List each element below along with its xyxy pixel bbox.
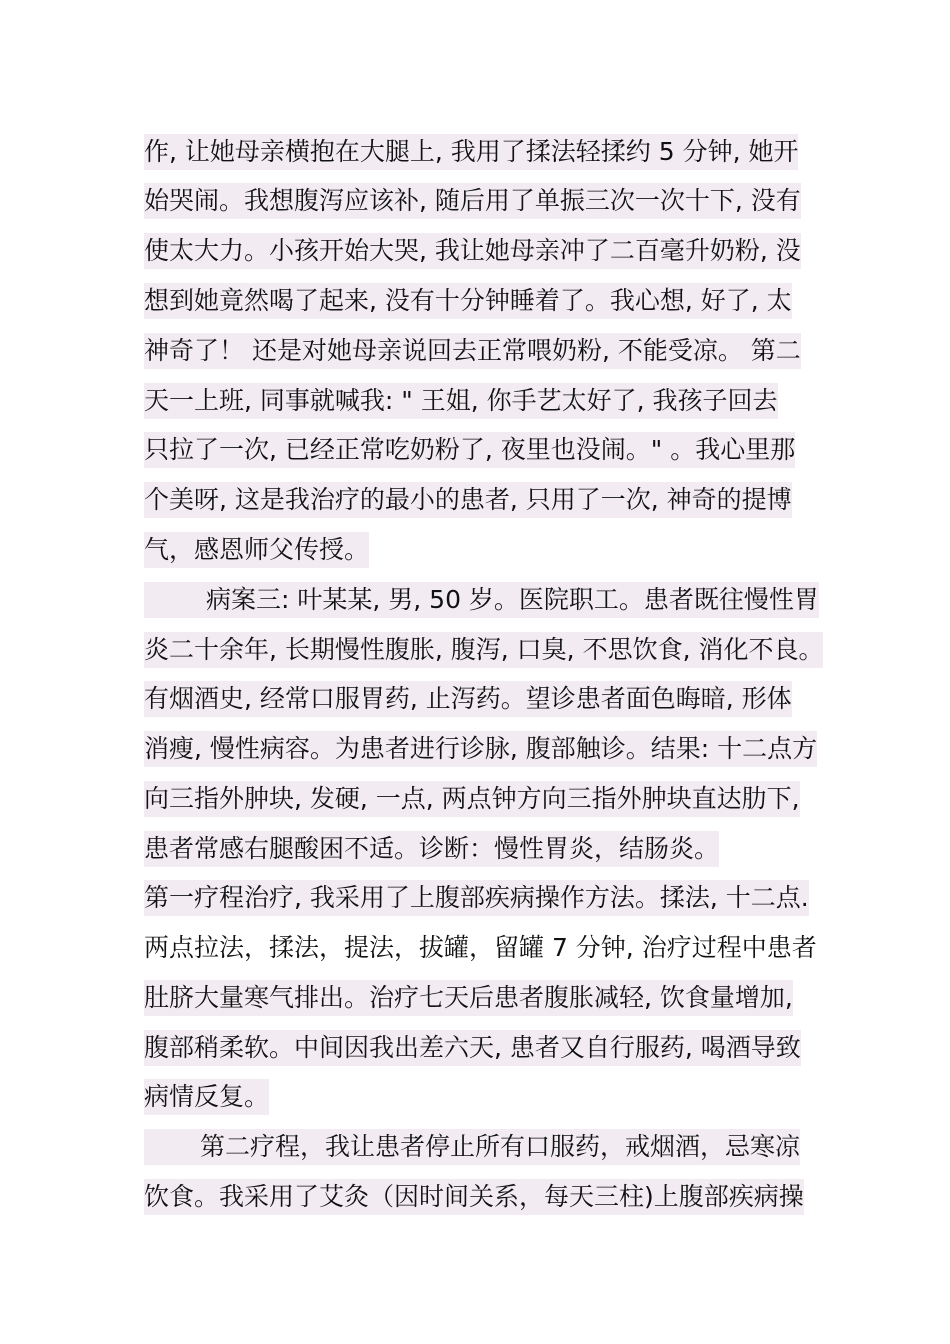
text-line	[144, 731, 817, 767]
paragraph-indent	[144, 582, 206, 618]
line-text: 始哭闹。我想腹泻应该补, 随后用了单振三次一次十下, 没有	[144, 186, 801, 215]
text-line	[144, 781, 800, 817]
line-text: 病情反复。	[144, 1082, 270, 1111]
line-text: 炎二十余年, 长期慢性腹胀, 腹泻, 口臭, 不思饮食, 消化不良。	[144, 635, 824, 664]
line-text: 作, 让她母亲横抱在大腿上, 我用了揉法轻揉约 5 分钟, 她开	[144, 137, 799, 166]
text-line	[144, 980, 793, 1016]
text-line	[144, 1179, 804, 1215]
text-line	[144, 1079, 269, 1115]
line-text: 只拉了一次, 已经正常吃奶粉了, 夜里也没闹。" 。我心里那	[144, 435, 796, 464]
text-line	[144, 1129, 800, 1165]
text-line	[144, 482, 792, 518]
line-text: 向三指外肿块, 发硬, 一点, 两点钟方向三指外肿块直达肋下,	[144, 784, 800, 813]
text-line	[144, 233, 801, 269]
text-line	[144, 681, 792, 717]
line-text: 天一上班, 同事就喊我: " 王姐, 你手艺太好了, 我孩子回去	[144, 386, 778, 415]
line-text: 想到她竟然喝了起来, 没有十分钟睡着了。我心想, 好了, 太	[144, 286, 792, 315]
line-text: 肚脐大量寒气排出。治疗七天后患者腹胀减轻, 饮食量增加,	[144, 983, 793, 1012]
text-line	[144, 930, 817, 966]
line-text: 有烟酒史, 经常口服胃药, 止泻药。望诊患者面色晦暗, 形体	[144, 684, 792, 713]
line-text: 第二疗程，我让患者停止所有口服药，戒烟酒，忌寒凉	[200, 1132, 801, 1161]
line-text: 消瘦, 慢性病容。为患者进行诊脉, 腹部触诊。结果: 十二点方	[144, 734, 818, 763]
paragraph-indent	[144, 1129, 200, 1165]
text-line	[144, 1030, 801, 1066]
text-line	[144, 532, 369, 568]
text-line	[144, 432, 795, 468]
line-text: 患者常感右腿酸困不适。诊断：慢性胃炎，结肠炎。	[144, 834, 720, 863]
line-text: 饮食。我采用了艾灸（因时间关系，每天三柱)上腹部疾病操	[144, 1182, 804, 1211]
line-text: 气，感恩师父传授。	[144, 535, 370, 564]
line-text: 第一疗程治疗, 我采用了上腹部疾病操作方法。揉法, 十二点.	[144, 883, 809, 912]
line-text: 腹部稍柔软。中间因我出差六天, 患者又自行服药, 喝酒导致	[144, 1033, 801, 1062]
text-line	[144, 831, 719, 867]
line-text: 神奇了！ 还是对她母亲说回去正常喂奶粉, 不能受凉。 第二	[144, 336, 801, 365]
text-line	[144, 333, 801, 369]
text-line	[144, 183, 801, 219]
text-line	[144, 880, 809, 916]
line-text: 使太大力。小孩开始大哭, 我让她母亲冲了二百毫升奶粉, 没	[144, 236, 801, 265]
text-line	[144, 383, 778, 419]
text-line	[144, 632, 823, 668]
text-line	[144, 134, 798, 170]
line-text: 个美呀, 这是我治疗的最小的患者, 只用了一次, 神奇的提博	[144, 485, 792, 514]
line-text: 病案三: 叶某某, 男, 50 岁。医院职工。患者既往慢性胃	[206, 585, 819, 614]
line-text: 两点拉法，揉法，提法，拔罐，留罐 7 分钟, 治疗过程中患者	[144, 933, 817, 962]
text-line	[144, 283, 792, 319]
text-line	[144, 582, 819, 618]
